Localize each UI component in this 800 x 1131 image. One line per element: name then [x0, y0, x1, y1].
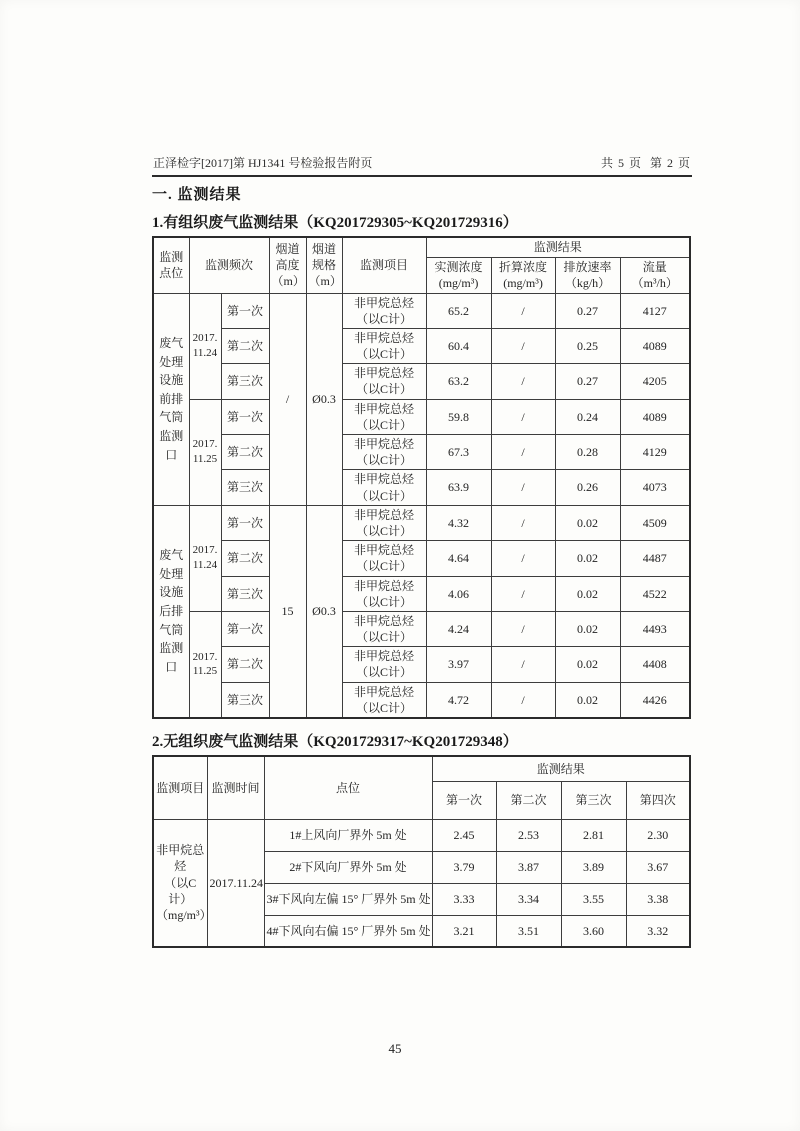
table2-header-row-1: [153, 756, 690, 781]
freq-cell: 第二次: [221, 647, 269, 682]
rate-value: 0.24: [555, 399, 620, 434]
value-cell: 3.21: [432, 915, 496, 947]
item-cell: 非甲烷总烃 （以C计） （mg/m³）: [153, 819, 207, 947]
value-cell: 3.79: [432, 851, 496, 883]
result-col-header: 排放速率 （kg/h）: [555, 257, 620, 293]
table1-row: [153, 682, 690, 718]
date-cell: 2017. 11.24: [189, 505, 221, 611]
table1-body: [153, 293, 690, 718]
section-title: 一. 监测结果: [152, 187, 242, 203]
converted-value: /: [491, 647, 555, 682]
converted-value: /: [491, 682, 555, 718]
value-cell: 3.67: [626, 851, 690, 883]
result-col-header: 第二次: [496, 781, 561, 819]
organized-waste-gas-table: [152, 236, 691, 719]
table2-title: 2.无组织废气监测结果（KQ201729317~KQ201729348）: [152, 734, 518, 750]
report-content: [152, 154, 692, 948]
converted-value: /: [491, 576, 555, 611]
freq-cell: 第二次: [221, 328, 269, 363]
item-cell: 非甲烷总烃 （以C计）: [342, 399, 426, 434]
value-cell: 3.55: [561, 883, 626, 915]
freq-cell: 第一次: [221, 293, 269, 328]
item-cell: 非甲烷总烃 （以C计）: [342, 541, 426, 576]
item-cell: 非甲烷总烃 （以C计）: [342, 293, 426, 328]
value-cell: 3.33: [432, 883, 496, 915]
rate-value: 0.27: [555, 293, 620, 328]
flow-value: 4522: [620, 576, 690, 611]
table1-row: [153, 399, 690, 434]
rate-value: 0.27: [555, 364, 620, 399]
date-cell: 2017. 11.25: [189, 399, 221, 505]
rate-value: 0.02: [555, 682, 620, 718]
table1-row: [153, 328, 690, 363]
table1-row: [153, 611, 690, 646]
result-col-header: 第三次: [561, 781, 626, 819]
rate-value: 0.02: [555, 647, 620, 682]
rate-value: 0.26: [555, 470, 620, 505]
time-cell: 2017.11.24: [207, 819, 264, 947]
results-header: 监测结果: [426, 237, 690, 257]
measured-value: 4.32: [426, 505, 491, 540]
page-number: 45: [388, 1041, 402, 1056]
value-cell: 2.45: [432, 819, 496, 851]
table1-row: [153, 505, 690, 540]
flow-value: 4426: [620, 682, 690, 718]
item-cell: 非甲烷总烃 （以C计）: [342, 470, 426, 505]
item-header: 监测项目: [153, 756, 207, 819]
table1-head: [153, 237, 690, 293]
value-cell: 3.32: [626, 915, 690, 947]
doc-header-page-indicator: 共 5 页 第 2 页: [600, 156, 691, 170]
rate-value: 0.02: [555, 541, 620, 576]
item-cell: 非甲烷总烃 （以C计）: [342, 435, 426, 470]
point-header: 监测 点位: [153, 237, 189, 293]
table1-row: [153, 293, 690, 328]
result-col-header: 第四次: [626, 781, 690, 819]
converted-value: /: [491, 505, 555, 540]
measured-value: 67.3: [426, 435, 491, 470]
freq-cell: 第一次: [221, 611, 269, 646]
converted-value: /: [491, 399, 555, 434]
freq-cell: 第一次: [221, 505, 269, 540]
measured-value: 4.72: [426, 682, 491, 718]
freq-cell: 第三次: [221, 682, 269, 718]
converted-value: /: [491, 435, 555, 470]
rate-value: 0.02: [555, 505, 620, 540]
item-header: 监测项目: [342, 237, 426, 293]
item-cell: 非甲烷总烃 （以C计）: [342, 647, 426, 682]
rate-value: 0.28: [555, 435, 620, 470]
fugitive-waste-gas-table: [152, 755, 691, 948]
point-cell: 4#下风向右偏 15° 厂界外 5m 处: [264, 915, 432, 947]
value-cell: 2.81: [561, 819, 626, 851]
measured-value: 4.24: [426, 611, 491, 646]
converted-value: /: [491, 541, 555, 576]
result-col-header: 第一次: [432, 781, 496, 819]
table1-row: [153, 470, 690, 505]
measured-value: 4.64: [426, 541, 491, 576]
flow-value: 4205: [620, 364, 690, 399]
rate-value: 0.25: [555, 328, 620, 363]
converted-value: /: [491, 364, 555, 399]
date-cell: 2017. 11.25: [189, 611, 221, 718]
flow-value: 4089: [620, 399, 690, 434]
measured-value: 65.2: [426, 293, 491, 328]
value-cell: 2.30: [626, 819, 690, 851]
value-cell: 3.34: [496, 883, 561, 915]
item-cell: 非甲烷总烃 （以C计）: [342, 682, 426, 718]
freq-cell: 第三次: [221, 576, 269, 611]
table1-row: [153, 647, 690, 682]
freq-cell: 第二次: [221, 541, 269, 576]
flow-value: 4487: [620, 541, 690, 576]
table1-row: [153, 576, 690, 611]
results-header: 监测结果: [432, 756, 690, 781]
flow-value: 4073: [620, 470, 690, 505]
flow-value: 4408: [620, 647, 690, 682]
measured-value: 59.8: [426, 399, 491, 434]
value-cell: 3.89: [561, 851, 626, 883]
result-col-header: 流量 （m³/h）: [620, 257, 690, 293]
item-cell: 非甲烷总烃 （以C计）: [342, 611, 426, 646]
flue-height-cell: 15: [269, 505, 306, 718]
flue-height-cell: /: [269, 293, 306, 505]
point-cell: 废气处理设施前排气筒监测口: [153, 293, 189, 505]
flue-spec-cell: Ø0.3: [306, 293, 342, 505]
value-cell: 3.38: [626, 883, 690, 915]
item-cell: 非甲烷总烃 （以C计）: [342, 505, 426, 540]
point-cell: 3#下风向左偏 15° 厂界外 5m 处: [264, 883, 432, 915]
point-cell: 1#上风向厂界外 5m 处: [264, 819, 432, 851]
flue-spec-header: 烟道 规格 （m）: [306, 237, 342, 293]
converted-value: /: [491, 611, 555, 646]
point-cell: 废气处理设施后排气筒监测口: [153, 505, 189, 718]
item-cell: 非甲烷总烃 （以C计）: [342, 364, 426, 399]
value-cell: 3.51: [496, 915, 561, 947]
freq-cell: 第三次: [221, 364, 269, 399]
flow-value: 4127: [620, 293, 690, 328]
result-col-header: 实测浓度 (mg/m³): [426, 257, 491, 293]
table1-row: [153, 435, 690, 470]
time-header: 监测时间: [207, 756, 264, 819]
item-cell: 非甲烷总烃 （以C计）: [342, 576, 426, 611]
measured-value: 63.9: [426, 470, 491, 505]
point-header: 点位: [264, 756, 432, 819]
item-cell: 非甲烷总烃 （以C计）: [342, 328, 426, 363]
flow-value: 4129: [620, 435, 690, 470]
flue-height-header: 烟道 高度 （m）: [269, 237, 306, 293]
frequency-header: 监测频次: [189, 237, 269, 293]
table2-body: [153, 819, 690, 947]
table2-row: [153, 819, 690, 851]
converted-value: /: [491, 293, 555, 328]
value-cell: 3.60: [561, 915, 626, 947]
table1-row: [153, 541, 690, 576]
result-col-header: 折算浓度 (mg/m³): [491, 257, 555, 293]
flue-spec-cell: Ø0.3: [306, 505, 342, 718]
point-cell: 2#下风向厂界外 5m 处: [264, 851, 432, 883]
table1-row: [153, 364, 690, 399]
doc-header-left: 正泽检字[2017]第 HJ1341 号检验报告附页: [153, 156, 373, 170]
measured-value: 60.4: [426, 328, 491, 363]
value-cell: 2.53: [496, 819, 561, 851]
flow-value: 4089: [620, 328, 690, 363]
freq-cell: 第一次: [221, 399, 269, 434]
measured-value: 4.06: [426, 576, 491, 611]
table1-title: 1.有组织废气监测结果（KQ201729305~KQ201729316）: [152, 215, 518, 231]
converted-value: /: [491, 328, 555, 363]
flow-value: 4493: [620, 611, 690, 646]
measured-value: 3.97: [426, 647, 491, 682]
doc-header: [152, 154, 692, 177]
value-cell: 3.87: [496, 851, 561, 883]
table2-head: [153, 756, 690, 819]
flow-value: 4509: [620, 505, 690, 540]
converted-value: /: [491, 470, 555, 505]
table1-header-row-1: [153, 237, 690, 257]
freq-cell: 第二次: [221, 435, 269, 470]
measured-value: 63.2: [426, 364, 491, 399]
rate-value: 0.02: [555, 611, 620, 646]
rate-value: 0.02: [555, 576, 620, 611]
freq-cell: 第三次: [221, 470, 269, 505]
date-cell: 2017. 11.24: [189, 293, 221, 399]
